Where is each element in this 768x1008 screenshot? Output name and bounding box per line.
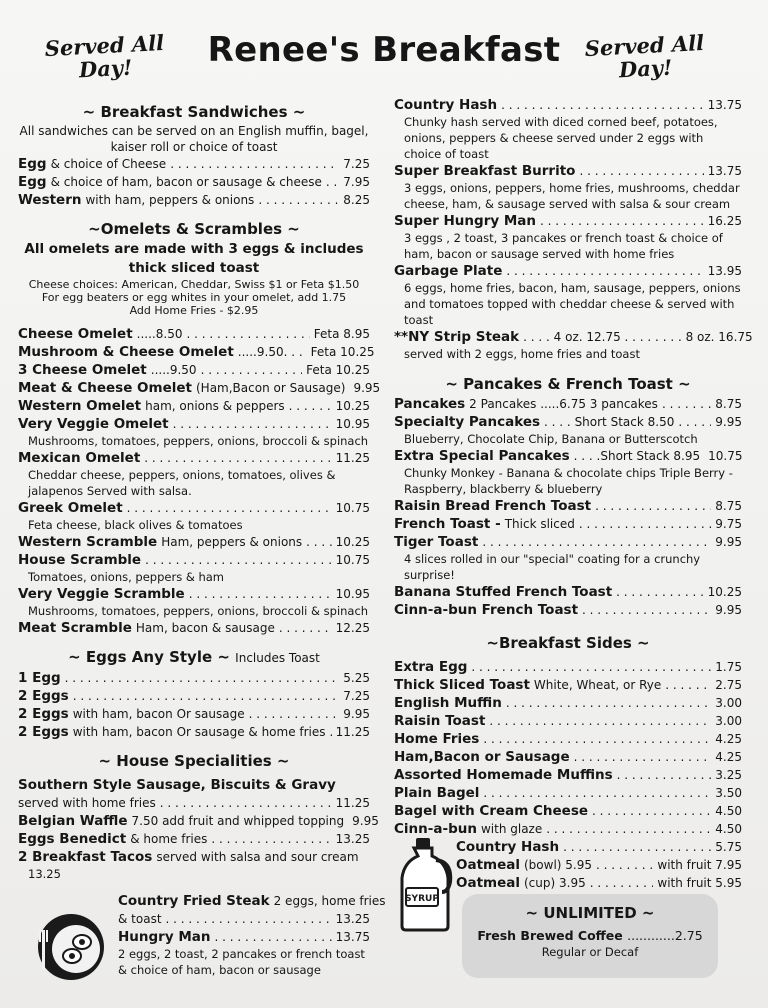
item-price: Feta 10.25 [306,363,370,377]
section-heading-sandwiches: ~ Breakfast Sandwiches ~ [82,103,306,121]
item-name: Ham,Bacon or Sausage [394,749,570,765]
item-desc: with ham, peppers & onions [85,193,255,207]
item-description: Chunky Monkey - Banana & chocolate chips Triple Berry - Raspberry, blackberry & blueberry [404,466,733,496]
menu-item-country-fried-steak [118,892,386,910]
item-desc: served with home fries [18,796,156,810]
menu-item-speciality [394,96,742,114]
item-description: 3 eggs , 2 toast, 3 pancakes or french toast & choice of ham, bacon or sausage served with home fries [404,231,723,261]
item-price: 10.25 [335,535,370,549]
unlimited-heading: ~ UNLIMITED ~ [525,904,655,922]
item-description: 4 slices rolled in our "special" coating for a crunchy surprise! [404,552,701,582]
item-name: Eggs Benedict [18,831,127,847]
item-name: Super Hungry Man [394,213,537,229]
item-name: Meat Scramble [18,620,132,636]
item-price: 8.75 [715,397,742,411]
item-desc: with ham, bacon Or sausage [72,707,245,721]
coffee-line: Fresh Brewed Coffee ............2.75 [477,928,703,943]
item-price: 10.75 [335,501,370,515]
menu-item-side [456,856,742,874]
item-price: 2.75 [715,678,742,692]
item-name: 3 Cheese Omelet [18,362,147,378]
menu-item-pancake [394,413,742,431]
item-desc: & home fries [130,832,208,846]
menu-item-omelet [18,533,370,551]
item-desc: & toast [118,912,162,926]
item-name: **NY Strip Steak [394,329,520,345]
menu-item-pancake [394,601,742,619]
item-desc: .....8.50 [136,327,183,341]
section-heading-omelets: ~Omelets & Scrambles ~ [88,220,300,238]
item-name: Western Scramble [18,534,158,550]
item-name: Egg [18,174,47,190]
menu-item-omelet [18,361,370,379]
menu-item-omelet [18,343,375,361]
item-price: 7.25 [343,157,370,171]
item-price: 10.95 [335,417,370,431]
item-desc: .....9.50. . . [237,345,303,359]
item-name: Hungry Man [118,929,211,945]
menu-item-side [394,802,742,820]
menu-item-speciality [394,162,742,180]
item-name: Plain Bagel [394,785,480,801]
item-name: English Muffin [394,695,502,711]
menu-item-side [394,730,742,748]
item-name: Egg [18,156,47,172]
item-desc: Ham, peppers & onions [161,535,303,549]
item-price: with fruit 7.95 [657,858,742,872]
item-desc: Ham, bacon & sausage [135,621,275,635]
item-price: 9.75 [715,517,742,531]
item-name: Mexican Omelet [18,450,141,466]
item-price: 3.00 [715,714,742,728]
omelet-note-home-fries: Add Home Fries - $2.95 [129,304,259,317]
menu-item-speciality [394,262,742,280]
item-desc: ham, onions & peppers [145,399,285,413]
ny-strip-desc: served with 2 eggs, home fries and toast [404,347,640,361]
menu-item-side [394,784,742,802]
menu-item-sandwich [18,191,370,209]
item-price: 11.25 [335,451,370,465]
menu-item-side [394,676,742,694]
item-name: French Toast - [394,516,501,532]
item-name: Home Fries [394,731,480,747]
item-name: Garbage Plate [394,263,503,279]
right-column [394,96,753,892]
item-name: Cinn-a-bun French Toast [394,602,579,618]
item-price: 13.25 [335,832,370,846]
item-desc: . . . .Short Stack 8.95 [573,449,701,463]
item-desc: & choice of ham, bacon or sausage & cheese [50,175,322,189]
item-desc: 2 Pancakes .....6.75 3 pancakes [469,397,658,411]
item-name: Belgian Waffle [18,813,128,829]
item-name: 2 Breakfast Tacos [18,849,153,865]
item-desc: White, Wheat, or Rye [533,678,662,692]
menu-item-speciality [18,794,370,812]
item-description: 6 eggs, home fries, bacon, ham, sausage, peppers, onions and tomatoes topped with cheddar cheese & served with toast [404,281,741,327]
item-name: Raisin Toast [394,713,486,729]
coffee-price: 2.75 [674,928,703,943]
breakfast-plate-icon [36,912,106,982]
item-description: Feta cheese, black olives & tomatoes [28,518,243,532]
item-desc: with ham, bacon Or sausage & home fries [72,725,326,739]
eggs-heading-note: Includes Toast [235,651,320,665]
item-price: 11.25 [335,725,370,739]
item-price: 8.75 [715,499,742,513]
menu-item-sandwich [18,173,370,191]
section-heading-specialities: ~ House Specialities ~ [98,752,290,770]
item-desc: .....9.50 [150,363,197,377]
item-price: 16.25 [707,214,742,228]
item-name: Extra Special Pancakes [394,448,570,464]
item-desc: Thick sliced [504,517,575,531]
item-price: 9.95 [715,535,742,549]
item-name: Western Omelet [18,398,142,414]
item-name: Cinn-a-bun [394,821,477,837]
item-desc: 7.50 add fruit and whipped topping [131,814,345,828]
item-price: 10.75 [708,449,743,463]
menu-item-side [394,748,742,766]
menu-item-sandwich [18,155,370,173]
item-price: with fruit 5.95 [657,876,742,890]
menu-item-pancake [394,497,742,515]
item-price: 9.95 [343,707,370,721]
item-price: 3.25 [715,768,742,782]
steak-block [118,892,386,946]
menu-item-speciality [18,812,379,830]
menu-item-omelet [18,325,370,343]
item-price: 4.50 [715,822,742,836]
item-price: 9.95 [715,415,742,429]
item-desc: 2 eggs, home fries [273,894,386,908]
item-price: 10.25 [335,399,370,413]
item-name: Country Hash [456,839,560,855]
coffee-name: Fresh Brewed Coffee [477,928,623,943]
menu-item-pancake [394,395,742,413]
syrup-jug-icon [396,836,454,932]
menu-item-ny-strip-steak [394,328,753,346]
hungry-man-desc: 2 eggs, 2 toast, 2 pancakes or french toast & choice of ham, bacon or sausage [118,947,365,977]
item-name: Extra Egg [394,659,468,675]
omelets-intro: All omelets are made with 3 eggs & includes thick sliced toast [24,241,364,276]
item-description: Blueberry, Chocolate Chip, Banana or Butterscotch [404,432,698,446]
section-heading-pancakes: ~ Pancakes & French Toast ~ [445,375,691,393]
item-price: 13.75 [707,164,742,178]
omelet-note-cheese: Cheese choices: American, Cheddar, Swiss $1 or Feta $1.50 [28,278,360,291]
item-description: Mushrooms, tomatoes, peppers, onions, broccoli & spinach [28,604,369,618]
item-price: Feta 8.95 [313,327,370,341]
menu-item-eggs [18,687,370,705]
served-all-day-right: Served All Day! [584,29,705,83]
menu-item-eggs [18,669,370,687]
item-price: 12.25 [335,621,370,635]
menu-item-omelet [18,619,370,637]
menu-item-speciality [18,830,370,848]
item-price: 4.50 [715,804,742,818]
eggs-heading-text: ~ Eggs Any Style ~ [68,648,230,666]
item-name: Banana Stuffed French Toast [394,584,613,600]
sandwiches-intro: All sandwiches can be served on an English muffin, bagel, kaiser roll or choice of toast [19,124,369,154]
item-name: Oatmeal [456,857,520,873]
item-desc: (cup) 3.95 [524,876,586,890]
item-price: 3.00 [715,696,742,710]
menu-item-omelet [18,551,370,569]
menu-item-omelet [18,397,370,415]
menu-item-pancake [394,533,742,551]
item-description: Chunky hash served with diced corned beef, potatoes, onions, peppers & cheese served under 2 eggs with choice of toast [404,115,718,161]
item-name: Super Breakfast Burrito [394,163,576,179]
item-description: 13.25 [28,867,61,881]
item-name: Assorted Homemade Muffins [394,767,613,783]
served-all-day-left: Served All Day! [44,29,165,83]
item-description: 3 eggs, onions, peppers, home fries, mushrooms, cheddar cheese, ham, & sausage served with salsa & sour cream [404,181,740,211]
section-heading-eggs [18,647,370,669]
left-column [18,96,386,978]
item-name: Greek Omelet [18,500,123,516]
item-price: 13.75 [707,98,742,112]
item-name: Mushroom & Cheese Omelet [18,344,234,360]
item-price: 9.95 [353,381,381,395]
item-price: 1.75 [715,660,742,674]
menu-item-omelet [18,499,370,517]
menu-item-country-fried-steak-price [118,910,370,928]
item-price: 3.50 [715,786,742,800]
item-price: 13.75 [335,930,370,944]
item-name: Country Hash [394,97,498,113]
unlimited-coffee-box [462,894,718,978]
menu-item-eggs [18,705,370,723]
item-name: 2 Eggs [18,706,69,722]
item-name: Western [18,192,82,208]
menu-item-hungry-man [118,928,370,946]
item-name: Cheese Omelet [18,326,133,342]
item-desc: & choice of Cheese [50,157,167,171]
coffee-options: Regular or Decaf [541,945,639,959]
item-name: 2 Eggs [18,724,69,740]
item-price: 7.25 [343,689,370,703]
item-name: Pancakes [394,396,466,412]
item-price: 5.75 [715,840,742,854]
menu-item-pancake [394,515,742,533]
item-desc: . . . . 4 oz. 12.75 . . . . . . . . 8 oz. 16.75 [523,330,753,344]
item-price: 4.25 [715,750,742,764]
item-name: Oatmeal [456,875,520,891]
item-name: Very Veggie Scramble [18,586,185,602]
item-price: 10.75 [335,553,370,567]
item-price: 11.25 [335,796,370,810]
item-name: 1 Egg [18,670,61,686]
item-description: Cheddar cheese, peppers, onions, tomatoes, olives & jalapenos Served with salsa. [28,468,336,498]
section-heading-sides: ~Breakfast Sides ~ [486,634,650,652]
item-name: Bagel with Cream Cheese [394,803,589,819]
item-price: 10.25 [707,585,742,599]
item-price: 9.95 [352,814,379,828]
item-price: 4.25 [715,732,742,746]
menu-item-speciality [394,212,742,230]
item-name: Specialty Pancakes [394,414,541,430]
item-price: 13.95 [707,264,742,278]
item-name: 2 Eggs [18,688,69,704]
menu-item-side [456,838,742,856]
menu-item-omelet [18,585,370,603]
item-price: 13.25 [335,912,370,926]
item-name: Very Veggie Omelet [18,416,169,432]
item-name: Raisin Bread French Toast [394,498,592,514]
item-price: 7.95 [343,175,370,189]
item-name: House Scramble [18,552,142,568]
menu-item-side [394,712,742,730]
menu-item-side [394,658,742,676]
menu-item-pancake [394,583,742,601]
menu-title: Renee's Breakfast [207,30,561,70]
menu-item-speciality [18,848,370,866]
syrup-label: SYRUP [405,894,439,904]
menu-item-side [456,874,742,892]
item-price: Feta 10.25 [310,345,375,359]
menu-item-omelet [18,415,370,433]
menu-item-side [394,766,742,784]
item-desc: . . . . Short Stack 8.50 [544,415,675,429]
menu-item-speciality [18,776,370,794]
item-desc: (bowl) 5.95 [524,858,593,872]
item-name: Southern Style Sausage, Biscuits & Gravy [18,777,336,793]
menu-item-eggs [18,723,370,741]
item-name: Country Fried Steak [118,893,270,909]
omelet-note-egg-whites: For egg beaters or egg whites in your omelet, add 1.75 [41,291,347,304]
item-price: 10.95 [335,587,370,601]
item-price: 5.25 [343,671,370,685]
menu-item-omelet [18,379,381,397]
item-name: Meat & Cheese Omelet [18,380,192,396]
menu-item-pancake [394,447,742,465]
item-desc: (Ham,Bacon or Sausage) [195,381,346,395]
item-name: Tiger Toast [394,534,479,550]
item-desc: served with salsa and sour cream [156,850,359,864]
item-description: Tomatoes, onions, peppers & ham [28,570,225,584]
item-price: 9.95 [715,603,742,617]
item-description: Mushrooms, tomatoes, peppers, onions, broccoli & spinach [28,434,369,448]
item-name: Thick Sliced Toast [394,677,530,693]
menu-item-omelet [18,449,370,467]
item-price: 8.25 [343,193,370,207]
item-desc: with glaze [480,822,543,836]
menu-item-side [394,694,742,712]
